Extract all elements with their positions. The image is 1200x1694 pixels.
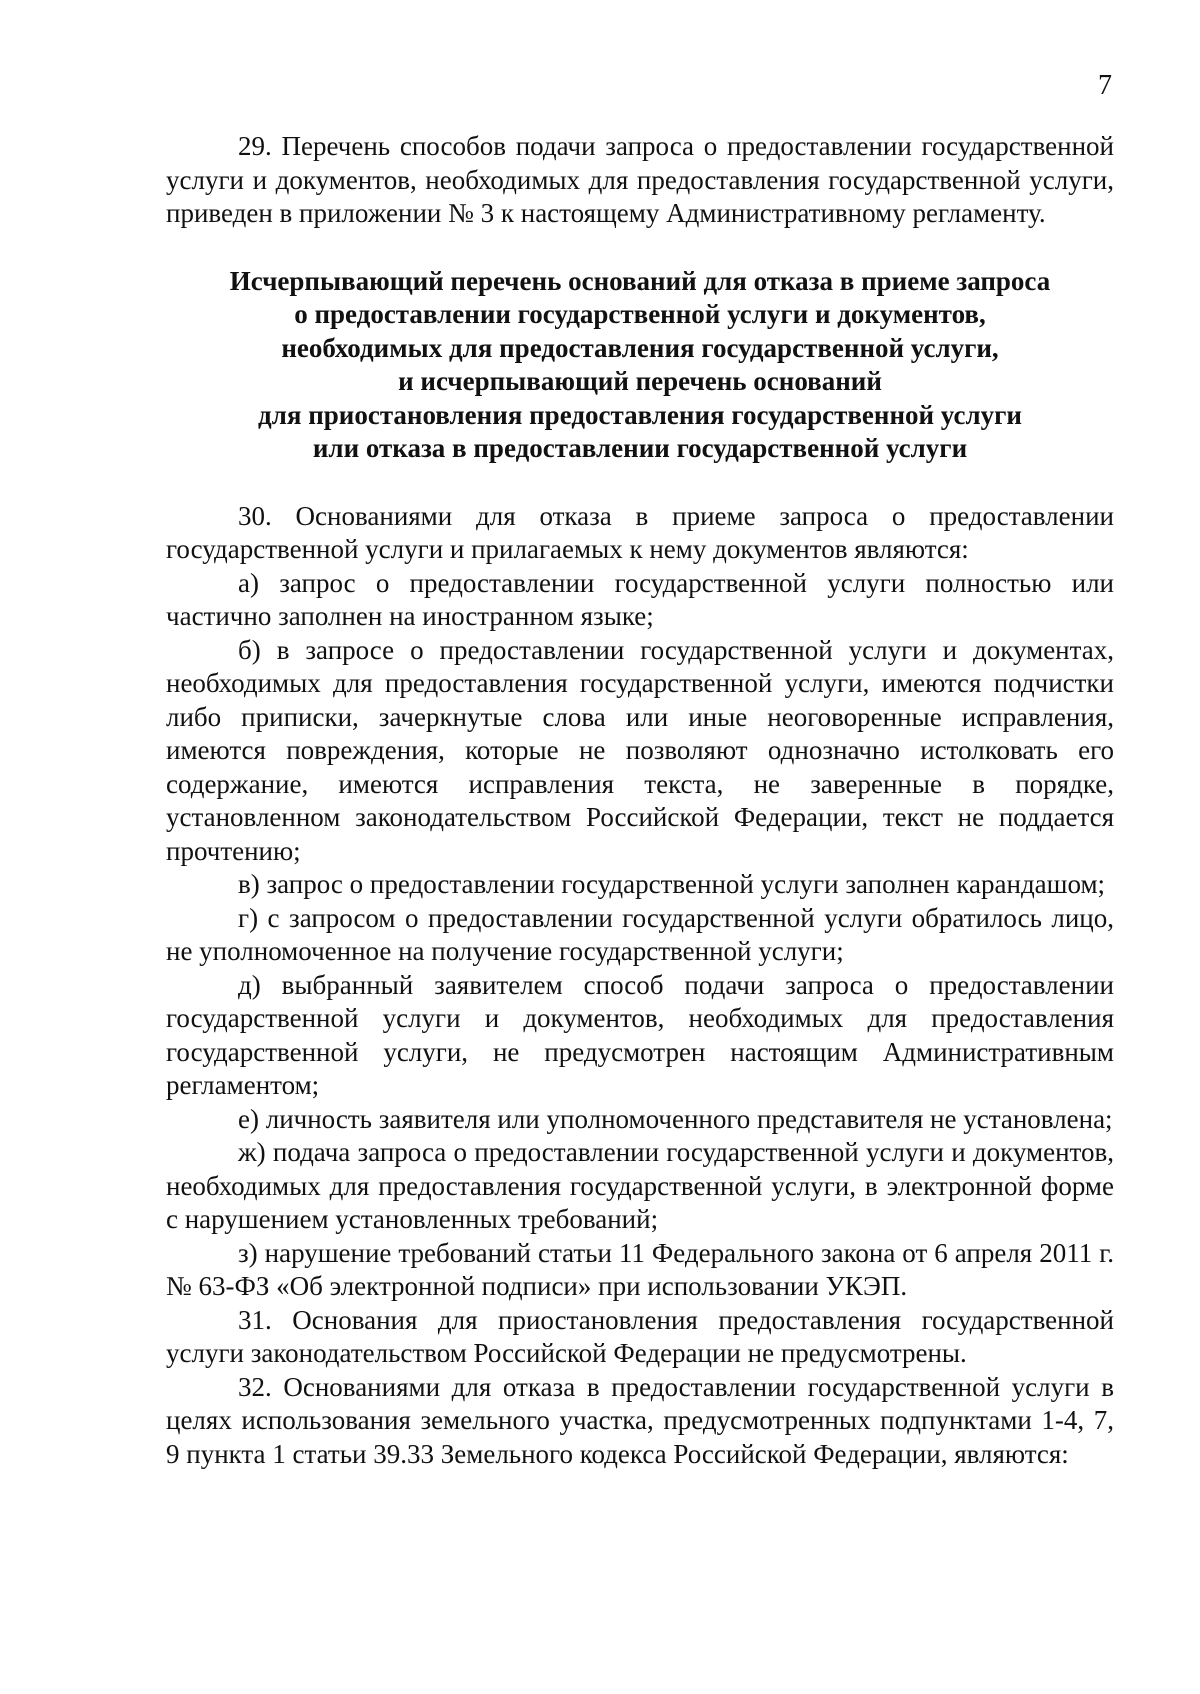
grounds-section — [166, 500, 1114, 1472]
page-number: 7 — [1098, 70, 1112, 101]
subitem-b: б) в запросе о предоставлении государственной услуги и документах, необходимых для предоставления государственной услуги, имеются подчистки либо приписки, зачеркнутые слова или иные неоговоренные исправления, имеются повреждения, которые не позволяют однозначно истолковать его содержание, имеются исправления текста, не заверенные в порядке, установленном законодательством Российской Федерации, текст не поддается прочтению; — [166, 634, 1114, 866]
heading-line: или отказа в предоставлении государственной услуги — [312, 433, 968, 463]
subitem-e: е) личность заявителя или уполномоченного представителя не установлена; — [238, 1103, 1113, 1134]
subitem-z: з) нарушение требований статьи 11 Федерального закона от 6 апреля 2011 г. № 63-ФЗ «Об электронной подписи» при использовании УКЭП. — [166, 1237, 1114, 1301]
subitem-v: в) запрос о предоставлении государственной услуги заполнен карандашом; — [238, 869, 1106, 899]
heading-line: и исчерпывающий перечень оснований — [398, 366, 882, 396]
paragraph-29: 29. Перечень способов подачи запроса о предоставлении государственной услуги и документов, необходимых для предоставления государственной услуги, приведен в приложении № 3 к настоящему Административному регламенту. — [166, 131, 1114, 228]
subitem-zh: ж) подача запроса о предоставлении государственной услуги и документов, необходимых для предоставления государственной услуги, в электронной форме с нарушением установленных требований; — [166, 1137, 1114, 1234]
subitem-d: д) выбранный заявителем способ подачи запроса о предоставлении государственной услуги и документов, необходимых для предоставления государственной услуги, не предусмотрен настоящим Административным регламентом; — [166, 969, 1114, 1100]
document-body — [166, 130, 1114, 1471]
paragraph-30: 30. Основаниями для отказа в приеме запроса о предоставлении государственной услуги и прилагаемых к нему документов являются: — [166, 500, 1114, 564]
section-heading — [166, 265, 1114, 466]
heading-line: для приостановления предоставления государственной услуги — [258, 399, 1022, 430]
heading-line: необходимых для предоставления государственной услуги, — [281, 332, 999, 363]
heading-line: Исчерпывающий перечень оснований для отказа в приеме запроса — [229, 265, 1051, 296]
paragraph-31: 31. Основания для приостановления предоставления государственной услуги законодательством Российской Федерации не предусмотрены. — [166, 1304, 1114, 1368]
paragraph-32: 32. Основаниями для отказа в предоставлении государственной услуги в целях использования земельного участка, предусмотренных подпунктами 1-4, 7, 9 пункта 1 статьи 39.33 Земельного кодекса Российской Федерации, являются: — [166, 1371, 1114, 1469]
subitem-a: а) запрос о предоставлении государственной услуги полностью или частично заполнен на иностранном языке; — [166, 567, 1114, 631]
subitem-g: г) с запросом о предоставлении государственной услуги обратилось лицо, не уполномоченное на получение государственной услуги; — [166, 902, 1114, 966]
heading-line: о предоставлении государственной услуги и документов, — [294, 299, 986, 329]
